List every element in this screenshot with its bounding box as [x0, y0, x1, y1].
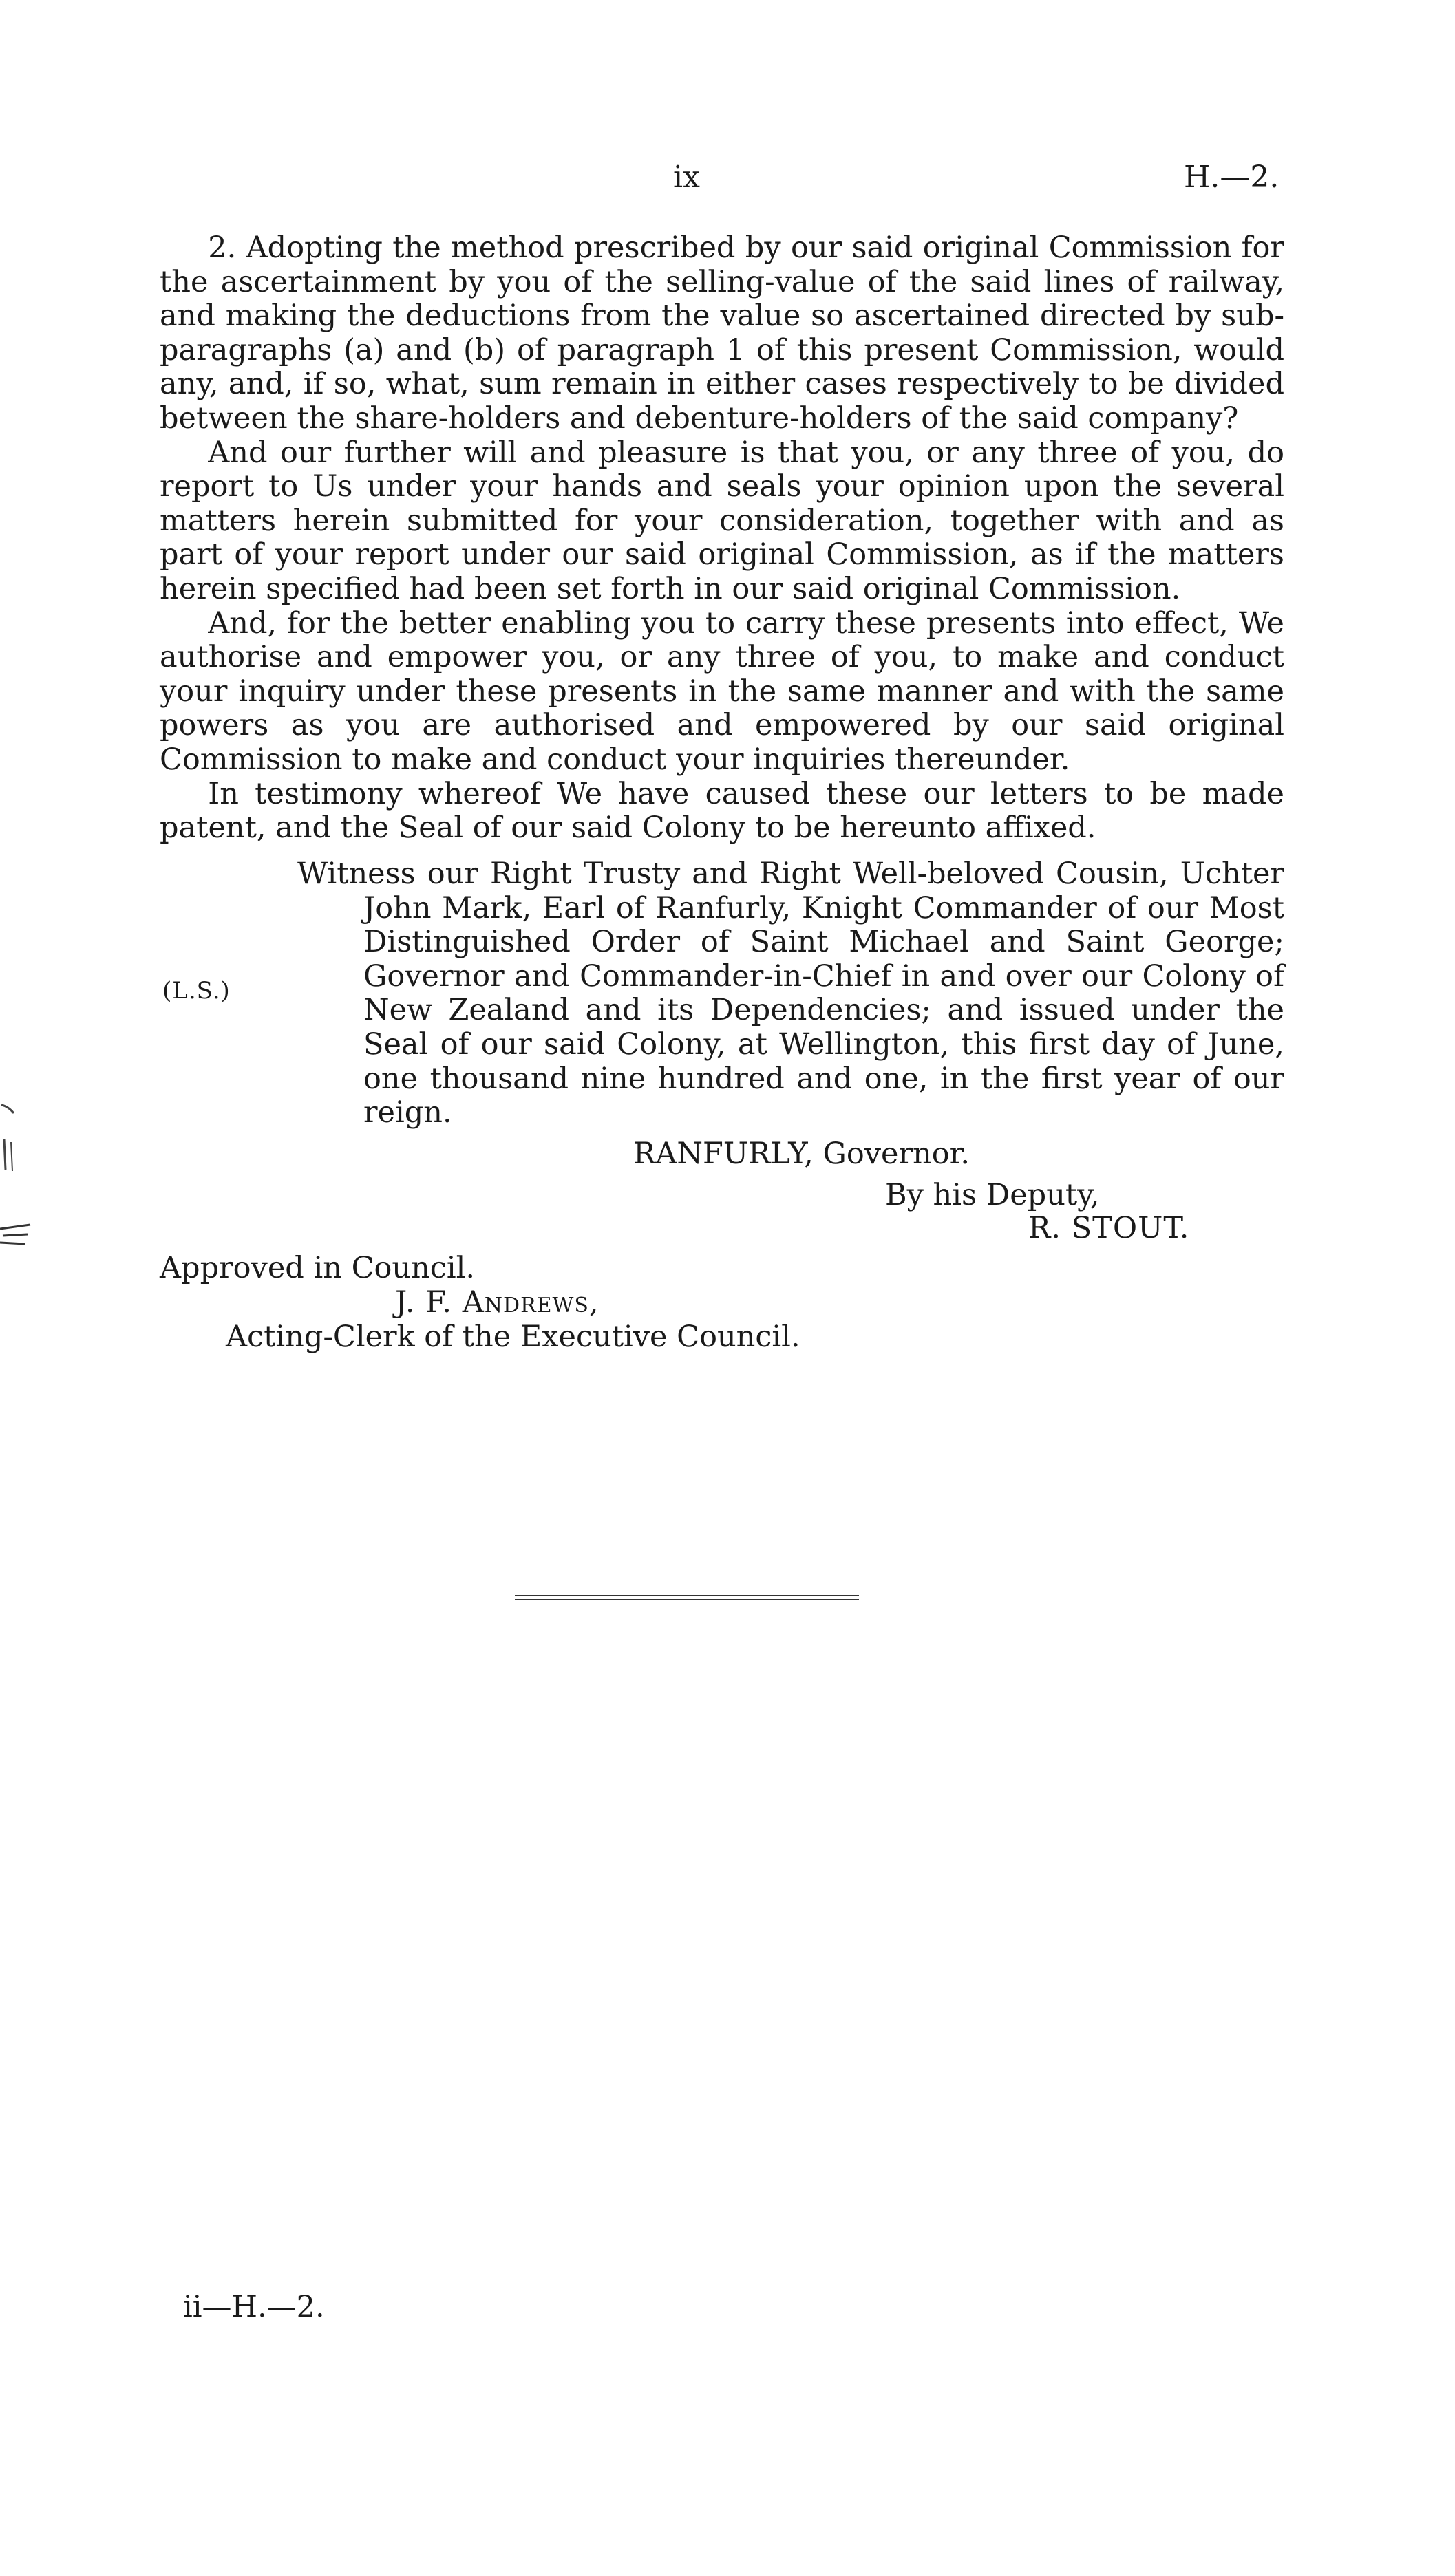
clerk-title: Acting-Clerk of the Executive Council.	[226, 1320, 800, 1354]
section-divider-rule	[515, 1595, 859, 1600]
signature-reference: ii—H.—2.	[183, 2290, 325, 2324]
seal-mark: (L.S.)	[162, 977, 231, 1005]
paragraph-question-2: 2. Adopting the method prescribed by our said original Commission for the ascertainment by you of the selling-value of the said lines of railway, and making the deductions from the value so ascertained directed by sub-paragraphs (a) and (b) of paragraph 1 of this present Commission, would any, and, if so, what, sum remain in either cases respectively to be divided between the share-holders and debenture-holders of the said company?	[160, 230, 1284, 436]
commission-body	[160, 231, 1284, 846]
page-number: ix	[673, 160, 700, 195]
witness-text: Witness our Right Trusty and Right Well-beloved Cousin, Uchter John Mark, Earl of Ranfurly, Knight Commander of our Most Distinguished Order of Saint Michael and Saint George; Governor and Commander-in-Chief in and over our Colony of New Zealand and its Dependencies; and issued under the Seal of our said Colony, at Wellington, this first day of June, one thousand nine hundred and one, in the first year of our reign.	[297, 857, 1284, 1130]
paragraph-report-instruction: And our further will and pleasure is that you, or any three of you, do report to Us under your hands and seals your opinion upon the several matters herein submitted for your consideration, together with and as part of your report under our said original Commission, as if the matters herein specified had been set forth in our said original Commission.	[160, 435, 1284, 606]
clerk-name: J. F. Andrews,	[395, 1285, 599, 1320]
governor-signature: RANFURLY, Governor.	[633, 1137, 970, 1171]
approved-in-council: Approved in Council.	[160, 1251, 476, 1285]
witness-text-block	[297, 857, 1284, 1130]
binding-margin-marks	[0, 1073, 41, 1280]
document-reference: H.—2.	[1184, 160, 1279, 195]
paragraph-authorisation: And, for the better enabling you to carry these presents into effect, We authorise and empower you, or any three of you, to make and conduct your inquiry under these presents in the same manner and with the same powers as you are authorised and empowered by our said original Commission to make and conduct your inquiries thereunder.	[160, 605, 1284, 777]
deputy-label: By his Deputy,	[885, 1178, 1100, 1212]
deputy-signature: R. STOUT.	[1028, 1211, 1190, 1245]
witness-clause	[160, 857, 1284, 1146]
paragraph-testimony: In testimony whereof We have caused these our letters to be made patent, and the Seal of our said Colony to be hereunto affixed.	[160, 776, 1284, 846]
